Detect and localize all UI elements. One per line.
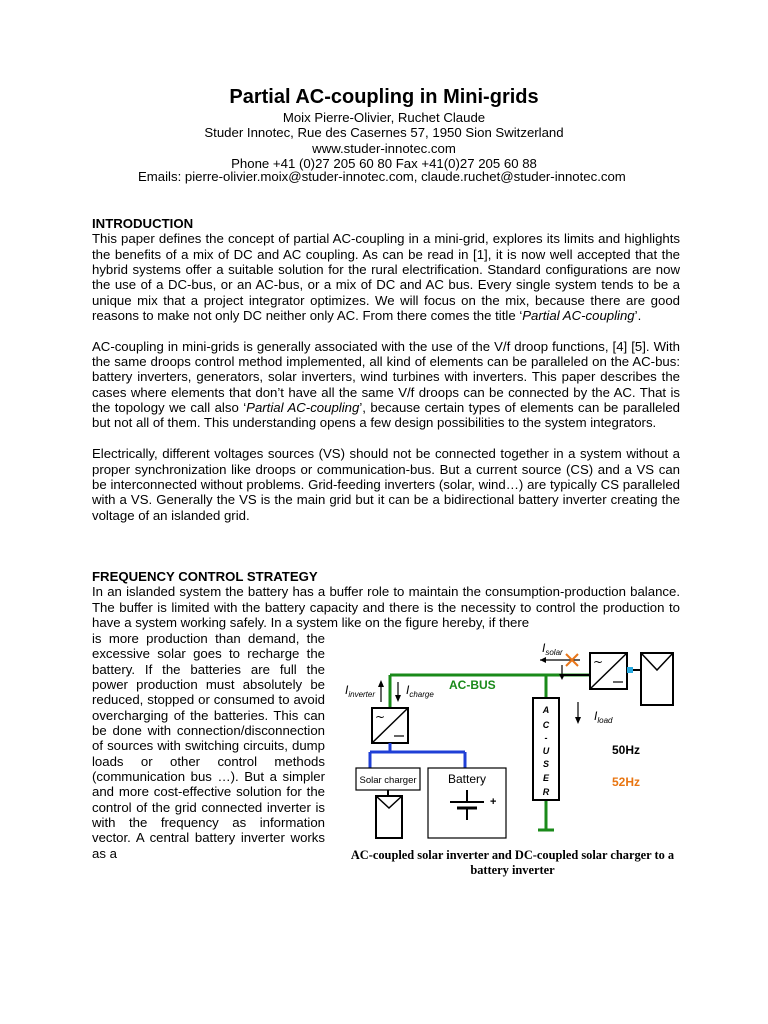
svg-text:U: U	[542, 746, 550, 756]
authors: Moix Pierre-Olivier, Ruchet Claude	[282, 110, 486, 125]
svg-text:~: ~	[593, 655, 604, 669]
solar-charger-label: Solar charger	[359, 775, 417, 786]
solar-panel-ac	[641, 653, 673, 705]
affiliation: Studer Innotec, Rue des Casernes 57, 1950 Sion Switzerland	[204, 125, 564, 141]
website: www.studer-innotec.com	[312, 140, 456, 156]
i-load-label: $I_{load}$	[594, 709, 613, 725]
svg-text:E: E	[542, 773, 550, 783]
ac-bus-label: AC-BUS	[449, 678, 496, 692]
emails: Emails: pierre-olivier.moix@studer-innotec.com, claude.ruchet@studer-innotec.com	[138, 169, 626, 184]
svg-text:+: +	[490, 796, 497, 808]
i-inverter-label: $I_{inverter}$	[345, 683, 376, 699]
svg-text:R: R	[542, 787, 550, 797]
freq-50-label: 50Hz	[612, 743, 641, 757]
frequency-heading: FREQUENCY CONTROL STRATEGY	[92, 569, 318, 584]
frequency-section	[92, 569, 680, 630]
svg-text:A: A	[542, 705, 550, 715]
freq-52-label: 52Hz	[612, 775, 641, 789]
phone-fax: Phone +41 (0)27 205 60 80 Fax +41(0)27 205 60 88	[231, 156, 537, 172]
i-solar-label: $I_{solar}$	[542, 641, 563, 657]
svg-text:C: C	[542, 720, 550, 730]
intro-paragraph-1: This paper defines the concept of partial AC-coupling in a mini-grid, explores its limits and highlights the benefits of a mix of DC and AC coupling. As can be read in [1], it is now well accepted that the hybrid systems offer a suitable solution for the rural electrification. Standard configurations are now the use of a DC-bus, or an AC-bus, or a mix of DC and AC bus. Every single system tends to be a unique mix that a project integrator optimizes. We will focus on the mix, because there are good reasons to make not only DC neither only AC. From there comes the title ‘Partial AC-coupling’.	[92, 231, 680, 324]
paper-header	[0, 84, 768, 172]
intro-paragraph-3: Electrically, different voltages sources (VS) should not be connected together in a system without a proper synchronization like droops or communication-bus. But a current source (CS) and a VS can be interconnected without problems. Grid-feeding inverters (solar, wind…) are typically CS paralleled with a VS. Generally the VS is the main grid but it can be a bidirectional battery inverter creating the voltage of an islanded grid.	[92, 446, 680, 523]
svg-text:S: S	[542, 759, 550, 769]
cyan-link	[627, 667, 633, 673]
figure-caption: AC-coupled solar inverter and DC-coupled solar charger to a battery inverter	[350, 848, 675, 877]
intro-paragraph-2: AC-coupling in mini-grids is generally associated with the use of the V/f droop functions, [4] [5]. With the same droops control method implemented, all kind of elements can be paralleled on the AC-bus: battery inverters, generators, solar inverters, wind turbines with inverters. This paper describes the cases where elements that don’t have all the same V/f droops can be connected by the AC. That is the topology we call also ‘Partial AC-coupling’, because certain types of elements can be paralleled but not all of them. This understanding opens a few design possibilities to the system integrators.	[92, 338, 681, 431]
battery-label: Battery	[447, 772, 487, 786]
svg-text:~: ~	[375, 710, 386, 724]
paper-title: Partial AC-coupling in Mini-grids	[229, 86, 539, 108]
frequency-paragraph-1: In an islanded system the battery has a buffer role to maintain the consumption-production balance. The buffer is limited with the battery capacity and there is the necessity to control the production to have a system working safely. In a system like on the figure hereby, if there	[92, 584, 680, 631]
introduction-heading: INTRODUCTION	[92, 216, 194, 231]
svg-text:-: -	[544, 733, 548, 743]
frequency-paragraph-wrap: is more production than demand, the excessive solar goes to recharge the battery. If the batteries are full the power production must absolutely be reduced, stopped or consumed to avoid overcharging of the batteries. This can be done with connection/disconnection of sources with switching circuits, dump loads or other control methods (communication bus …). But a simpler and more cost-effective solution for the control of the grid connected inverter is with the frequency as information vector. A central battery inverter works as a	[92, 631, 325, 861]
solar-panel-dc	[376, 796, 402, 838]
system-diagram	[340, 640, 685, 880]
i-charge-label: $I_{charge}$	[406, 683, 434, 699]
introduction-section	[92, 216, 680, 523]
